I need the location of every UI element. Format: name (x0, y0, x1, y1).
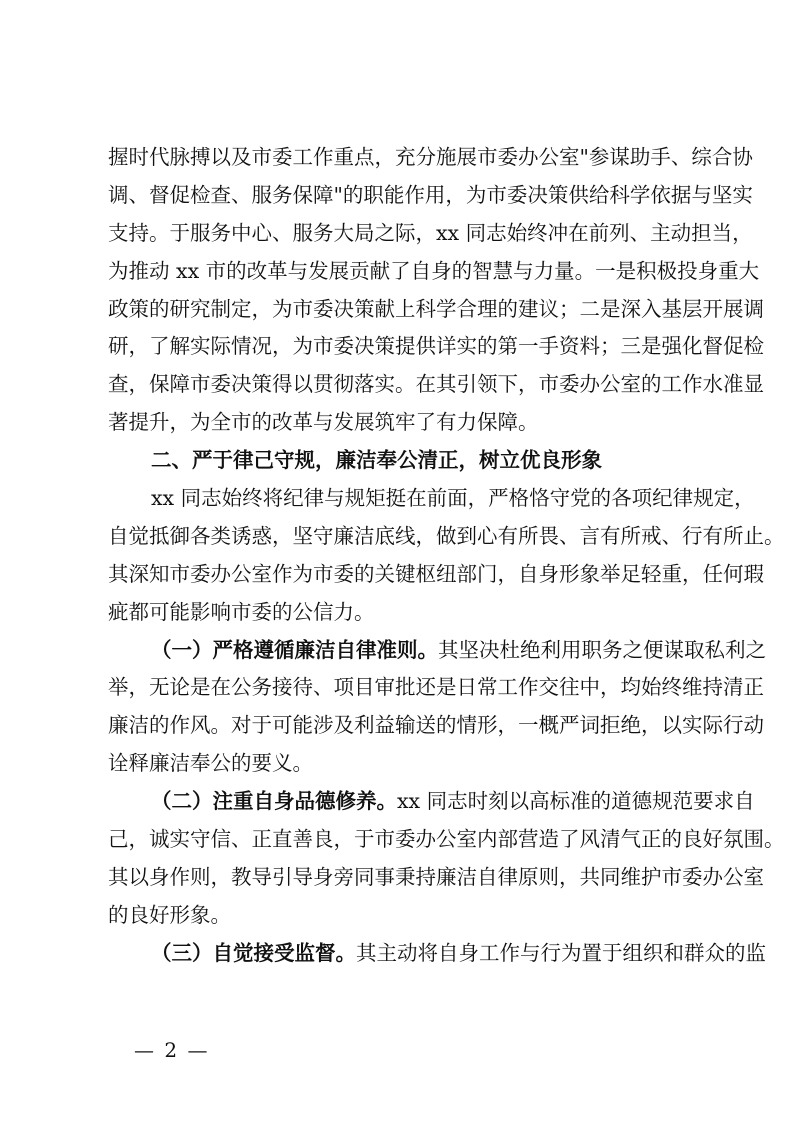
text-span: 其主动将自身工作与行为置于组织和群众的监 (356, 940, 766, 965)
text-line: 己，诚实守信、正直善良，于市委办公室内部营造了风清气正的良好氛围。 (108, 827, 785, 852)
text-line: 其深知市委办公室作为市委的关键枢纽部门，自身形象举足轻重，任何瑕 (108, 561, 764, 586)
paragraph-1 (108, 139, 764, 442)
text-line: 诠释廉洁奉公的要义。 (108, 751, 313, 776)
paragraph-2 (108, 480, 785, 632)
text-line (108, 632, 766, 670)
text-line: 著提升，为全市的改革与发展筑牢了有力保障。 (108, 410, 539, 435)
text-span: 其坚决杜绝利用职务之便谋取私利之 (438, 637, 766, 662)
paragraph-5 (108, 935, 766, 973)
paragraph-4 (108, 783, 785, 935)
text-line: 其以身作则，教导引导身旁同事秉持廉洁自律原则，共同维护市委办公室 (108, 864, 764, 889)
text-line: 举，无论是在公务接待、项目审批还是日常工作交往中，均始终维持清正 (108, 675, 764, 700)
subsection-lead: （二）注重自身品德修养。 (151, 789, 397, 814)
text-line: 查，保障市委决策得以贯彻落实。在其引领下，市委办公室的工作水准显 (108, 372, 764, 397)
text-line: 自觉抵御各类诱惑，坚守廉洁底线，做到心有所畏、言有所戒、行有所止。 (108, 523, 785, 548)
page-number: — 2 — (134, 1038, 210, 1062)
paragraph-3 (108, 632, 766, 784)
text-line: 研，了解实际情况，为市委决策提供详实的第一手资料；三是强化督促检 (108, 334, 764, 359)
text-span: xx 同志时刻以高标准的道德规范要求自 (397, 789, 755, 814)
text-line (108, 783, 755, 821)
text-line: 政策的研究制定，为市委决策献上科学合理的建议；二是深入基层开展调 (108, 296, 764, 321)
text-line: 廉洁的作风。对于可能涉及利益输送的情形，一概严词拒绝，以实际行动 (108, 713, 764, 738)
text-line: xx 同志始终将纪律与规矩挺在前面，严格恪守党的各项纪律规定， (151, 486, 755, 511)
text-line: 疵都可能影响市委的公信力。 (108, 599, 375, 624)
subsection-lead: （三）自觉接受监督。 (151, 940, 356, 965)
text-line: 为推动 xx 市的改革与发展贡献了自身的智慧与力量。一是积极投身重大 (108, 258, 760, 283)
document-body (108, 139, 785, 973)
text-line (108, 935, 766, 973)
section-heading: 二、严于律己守规，廉洁奉公清正，树立优良形象 (151, 448, 602, 473)
subsection-lead: （一）严格遵循廉洁自律准则。 (151, 637, 438, 662)
text-line: 的良好形象。 (108, 902, 231, 927)
text-line: 调、督促检查、服务保障"的职能作用，为市委决策供给科学依据与坚实 (108, 182, 753, 207)
text-line: 支持。于服务中心、服务大局之际，xx 同志始终冲在前列、主动担当， (108, 220, 753, 245)
text-line: 握时代脉搏以及市委工作重点，充分施展市委办公室"参谋助手、综合协 (108, 145, 753, 169)
